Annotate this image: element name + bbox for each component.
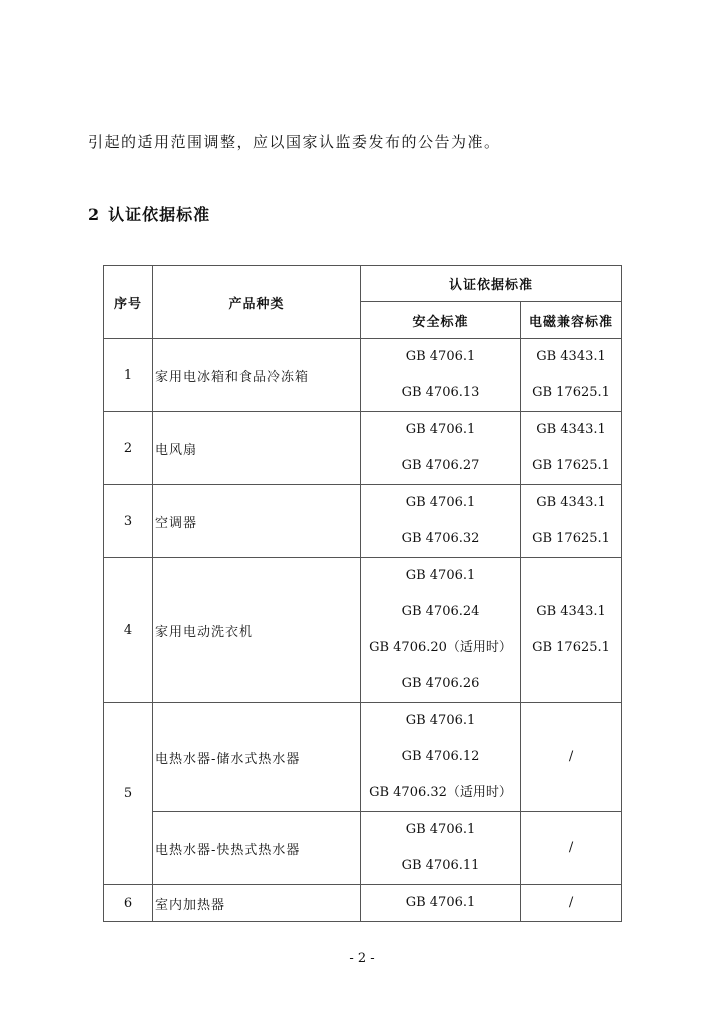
row-safety-standards	[361, 412, 521, 485]
standard-code: GB 4706.24	[401, 604, 480, 619]
header-index: 序号	[104, 266, 153, 339]
row-product: 电风扇	[153, 412, 361, 485]
row-safety-standards	[361, 703, 521, 812]
standard-code: GB 4706.1	[405, 713, 476, 728]
table-row	[104, 412, 622, 485]
page-number: - 2 -	[349, 951, 375, 966]
row-index: 2	[104, 412, 153, 485]
standard-code: GB 4706.27	[401, 458, 480, 473]
standard-code: GB 4706.20（适用时）	[369, 640, 512, 655]
standard-code: GB 17625.1	[532, 385, 610, 400]
row-product: 电热水器-快热式热水器	[153, 812, 361, 885]
section-heading	[88, 202, 210, 228]
standard-code: /	[568, 840, 574, 855]
table-row	[104, 558, 622, 703]
certification-standards-table	[103, 265, 622, 922]
standard-code: GB 4706.11	[401, 858, 480, 873]
row-emc-standards	[521, 339, 622, 412]
row-index: 6	[104, 885, 153, 922]
row-emc-standards	[521, 412, 622, 485]
row-index: 5	[104, 703, 153, 885]
table-row	[104, 485, 622, 558]
table-row	[104, 812, 622, 885]
standard-code: GB 4343.1	[536, 604, 606, 619]
section-title: 认证依据标准	[108, 205, 211, 224]
header-emc: 电磁兼容标准	[521, 302, 622, 339]
standard-code: GB 4706.1	[405, 895, 476, 910]
row-emc-standards	[521, 885, 622, 922]
header-safety: 安全标准	[361, 302, 521, 339]
row-emc-standards	[521, 703, 622, 812]
standard-code: GB 4706.32	[401, 531, 480, 546]
standard-code: GB 4706.1	[405, 495, 476, 510]
standard-code: GB 4706.1	[405, 568, 476, 583]
row-product: 空调器	[153, 485, 361, 558]
row-safety-standards	[361, 339, 521, 412]
standard-code: GB 4706.1	[405, 822, 476, 837]
standard-code: GB 4706.26	[401, 676, 480, 691]
table-row	[104, 339, 622, 412]
row-index: 1	[104, 339, 153, 412]
row-emc-standards	[521, 812, 622, 885]
row-emc-standards	[521, 558, 622, 703]
row-safety-standards	[361, 812, 521, 885]
row-safety-standards	[361, 558, 521, 703]
standard-code: GB 4343.1	[536, 422, 606, 437]
standard-code: GB 4343.1	[536, 495, 606, 510]
standard-code: GB 4343.1	[536, 349, 606, 364]
intro-paragraph: 引起的适用范围调整，应以国家认监委发布的公告为准。	[88, 133, 501, 151]
standard-code: GB 17625.1	[532, 531, 610, 546]
row-safety-standards	[361, 885, 521, 922]
row-product: 室内加热器	[153, 885, 361, 922]
header-product: 产品种类	[153, 266, 361, 339]
section-number: 2	[88, 205, 101, 224]
header-basis: 认证依据标准	[361, 266, 622, 302]
standard-code: GB 4706.12	[401, 749, 480, 764]
standard-code: GB 4706.32（适用时）	[369, 785, 512, 800]
row-product: 家用电冰箱和食品冷冻箱	[153, 339, 361, 412]
row-emc-standards	[521, 485, 622, 558]
standard-code: GB 4706.1	[405, 349, 476, 364]
standard-code: /	[568, 895, 574, 910]
table-row	[104, 703, 622, 812]
row-product: 家用电动洗衣机	[153, 558, 361, 703]
standard-code: GB 4706.13	[401, 385, 480, 400]
standard-code: /	[568, 749, 574, 764]
row-product: 电热水器-储水式热水器	[153, 703, 361, 812]
standard-code: GB 4706.1	[405, 422, 476, 437]
row-safety-standards	[361, 485, 521, 558]
row-index: 3	[104, 485, 153, 558]
table-row	[104, 885, 622, 922]
row-index: 4	[104, 558, 153, 703]
standard-code: GB 17625.1	[532, 640, 610, 655]
standard-code: GB 17625.1	[532, 458, 610, 473]
